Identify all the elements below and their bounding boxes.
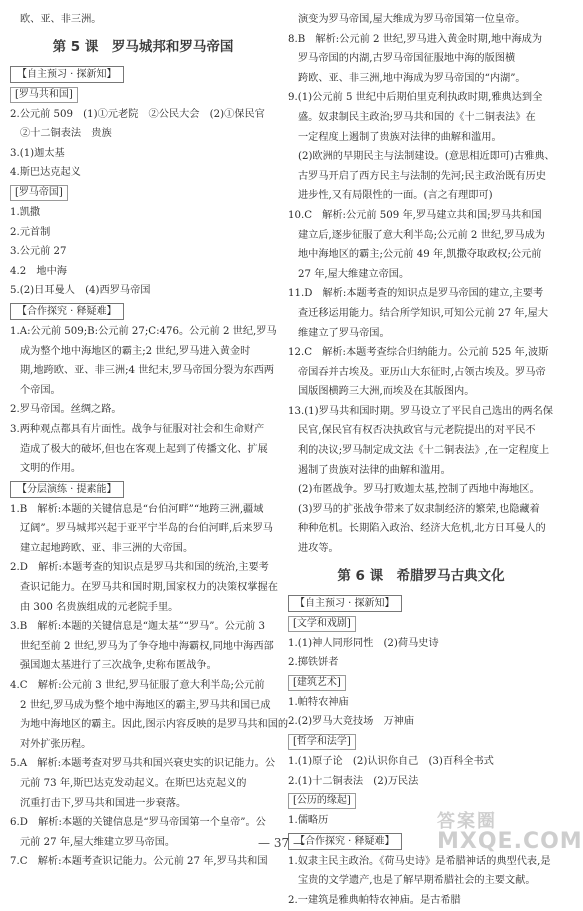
answer-line: 进攻等。 (298, 543, 339, 555)
answer-line: 为地中海地区的霸主。因此,图示内容反映的是罗马共和国的 (20, 719, 289, 731)
answer-line: 建立起地跨欧、亚、非三洲的大帝国。 (20, 542, 194, 554)
subsection-architecture: [建筑艺术] (288, 675, 346, 691)
answer-line: 2.(2)罗马大竞技场 万神庙 (288, 716, 415, 728)
answer-line: 种种危机。长期陷入政治、经济大危机,北方日耳曼人的 (298, 523, 546, 535)
answer-line: 查迁移运用能力。结合所学知识,可知公元前 27 年,屋大 (298, 307, 549, 319)
answer-line: 对外扩张历程。 (20, 738, 92, 750)
answer-line: 1.儒略历 (288, 815, 329, 827)
subsection-roman-empire: [罗马帝国] (10, 185, 68, 201)
answer-line: 8.B 解析:公元前 2 世纪,罗马进入黄金时期,地中海成为 (288, 33, 543, 45)
answer-line: 3.B 解析:本题的关键信息是“迦太基”“罗马”。公元前 3 (10, 621, 265, 633)
answer-line: 元前 73 年,斯巴达克发动起义。在斯巴达克起义的 (20, 778, 247, 789)
answer-line: (3)罗马的扩张战争带来了奴隶制经济的繁荣,也隐藏着 (298, 503, 540, 515)
subsection-roman-republic: [罗马共和国] (10, 87, 78, 103)
answer-line: 维建立了罗马帝国。 (298, 327, 390, 339)
answer-line: 1.(1)神人同形同性 (2)荷马史诗 (288, 637, 439, 649)
watermark-logo (437, 811, 583, 868)
answer-line: 盛。奴隶制民主政治;罗马共和国的《十二铜表法》在 (298, 111, 536, 123)
answer-line: 地中海地区的霸主;公元前 49 年,凯撒夺取政权;公元前 (298, 249, 542, 261)
section-header-explore: 【合作探究 · 释疑难】 (288, 833, 402, 850)
answer-line: 跨欧、亚、非三洲,地中海成为罗马帝国的“内湖”。 (298, 72, 526, 84)
answer-line: 1.帕特农神庙 (288, 696, 349, 708)
answer-line: 10.C 解析:公元前 509 年,罗马建立共和国;罗马共和国 (288, 209, 542, 221)
answer-line: 1.凯撒 (10, 206, 41, 218)
answer-line: 个帝国。 (20, 384, 61, 396)
answer-line: 1.(1)原子论 (2)认识你自己 (3)百科全书式 (288, 756, 494, 767)
answer-line: 文明的作用。 (20, 463, 82, 475)
subsection-literature: [文学和戏剧] (288, 616, 356, 632)
answer-line: 成为整个地中海地区的霸主;2 世纪,罗马进入黄金时 (20, 345, 251, 357)
answer-line: 4.斯巴达克起义 (10, 167, 81, 179)
answer-line: 辽阔”。罗马城邦兴起于亚平宁半岛的台伯河畔,后来罗马 (20, 523, 273, 535)
subsection-philosophy: [哲学和法学] (288, 734, 356, 750)
answer-line: 2.(1)十二铜表法 (2)万民法 (288, 775, 419, 787)
section-header-explore: 【合作探究 · 释疑难】 (10, 303, 124, 320)
answer-line: 进步性,又有局限性的一面。(言之有理即可) (298, 190, 493, 202)
answer-line: 2.D 解析:本题考查的知识点是罗马共和国的统治,主要考 (10, 562, 269, 574)
answer-line: 帝国吞并古埃及。亚历山大东征时,占领古埃及。罗马帝 (298, 366, 546, 378)
answer-line: 2.掷铁饼者 (288, 657, 339, 669)
section-header-preview: 【自主预习 · 探新知】 (288, 595, 402, 612)
answer-line: 国版图横跨三大洲,而埃及在其版图内。 (298, 386, 475, 398)
answer-line: (2)欧洲的早期民主与法制建设。(意思相近即可)古雅典、 (298, 151, 555, 163)
subsection-calendar: [公历的缘起] (288, 793, 356, 809)
answer-line: 2.一建筑是雅典帕特农神庙。是古希腊 (288, 894, 461, 906)
answer-line: 4.C 解析:公元前 3 世纪,罗马征服了意大利半岛;公元前 (10, 680, 265, 692)
lesson-5-title: 第 5 课 罗马城邦和罗马帝国 (52, 38, 234, 55)
answer-line: 5.(2)日耳曼人 (4)西罗马帝国 (10, 285, 151, 297)
answer-line: 宝贵的文学遗产,也是了解早期希腊社会的主要文献。 (298, 875, 536, 887)
answer-line: 一定程度上遏制了贵族对法律的曲解和滥用。 (298, 131, 502, 143)
answer-line: 由 300 名贵族组成的元老院手里。 (20, 601, 179, 613)
answer-line: 3.公元前 27 (10, 246, 67, 258)
answer-line: 世纪至前 2 世纪,罗马为了争夺地中海霸权,同地中海西部 (20, 640, 274, 652)
answer-line: 3.两种观点都具有片面性。战争与征服对社会和生命财产 (10, 423, 265, 435)
answer-line: 6.D 解析:本题的关键信息是“罗马帝国第一个皇帝”。公 (10, 817, 266, 829)
answer-line: 12.C 解析:本题考查综合归纳能力。公元前 525 年,波斯 (288, 347, 549, 359)
answer-line: 3.(1)迦太基 (10, 147, 65, 159)
answer-line: (2)布匿战争。罗马打败迦太基,控制了西地中海地区。 (298, 484, 540, 496)
answer-line: 1.A:公元前 509;B:公元前 27;C:476。公元前 2 世纪,罗马 (10, 325, 277, 337)
lesson-6-title: 第 6 课 希腊罗马古典文化 (337, 567, 505, 584)
answer-line: 元前 27 年,屋大维建立罗马帝国。 (20, 836, 176, 848)
answer-line: 27 年,屋大维建立帝国。 (298, 268, 410, 280)
answer-line: 强国迦太基进行了三次战争,史称布匿战争。 (20, 660, 217, 672)
page-number: — 37 — (258, 836, 305, 850)
answer-line: ②十二铜表法 贵族 (20, 128, 112, 140)
answer-line: 4.2 地中海 (10, 265, 67, 277)
answer-line: 查识记能力。在罗马共和国时期,国家权力的决策权掌握在 (20, 582, 278, 594)
answer-line: 5.A 解析:本题考查对罗马共和国兴衰史实的识记能力。公 (10, 758, 276, 770)
answer-line: 民官,保民官有权否决执政官与元老院提出的对平民不 (298, 425, 536, 437)
answer-line: 2.元首制 (10, 226, 51, 238)
watermark-top-text: 答案圈 (437, 811, 497, 832)
answer-line: 演变为罗马帝国,屋大维成为罗马帝国第一位皇帝。 (298, 14, 526, 25)
answer-line: 古罗马开启了西方民主与法制的先河;民主政治既有历史 (298, 170, 546, 182)
answer-line: 7.C 解析:本题考查识记能力。公元前 27 年,罗马共和国 (10, 856, 268, 868)
answer-line: 1.B 解析:本题的关键信息是“台伯河畔”“地跨三洲,疆域 (10, 503, 264, 515)
section-header-levels: 【分层演练 · 提素能】 (10, 481, 124, 498)
watermark-bottom-text: MXQE.COM (437, 828, 583, 854)
section-header-preview: 【自主预习 · 探新知】 (10, 66, 124, 83)
right-column (288, 10, 554, 911)
answer-line: 利的决议;罗马制定成文法《十二铜表法》,在一定程度上 (298, 445, 550, 457)
answer-line: 2.罗马帝国。丝绸之路。 (10, 404, 122, 416)
text-line: 欧、亚、非三洲。 (20, 14, 102, 25)
answer-line: 2.公元前 509 (1)①元老院 ②公民大会 (2)①保民官 (10, 108, 265, 120)
answer-line: 1.奴隶主民主政治。《荷马史诗》是希腊神话的典型代表,是 (288, 855, 551, 867)
answer-line: 罗马帝国的内湖,古罗马帝国征服地中海的版图横 (298, 53, 516, 65)
answer-line: 13.(1)罗马共和国时期。罗马设立了平民自己选出的两名保 (288, 405, 553, 417)
answer-line: 建立后,逐步征服了意大利半岛;公元前 2 世纪,罗马成为 (298, 229, 545, 241)
answer-line: 9.(1)公元前 5 世纪中后期伯里克利执政时期,雅典达到全 (288, 92, 543, 104)
answer-line: 11.D 解析:本题考查的知识点是罗马帝国的建立,主要考 (288, 288, 544, 300)
answer-line: 遏制了贵族对法律的曲解和滥用。 (298, 464, 451, 476)
answer-line: 造成了极大的破坏,但也在客观上起到了传播文化、扩展 (20, 443, 268, 455)
answer-line: 沉重打击下,罗马共和国进一步衰落。 (20, 797, 187, 809)
answer-line: 2 世纪,罗马成为整个地中海地区的霸主,罗马共和国已成 (20, 699, 271, 711)
answer-line: 期,地跨欧、亚、非三洲;4 世纪末,罗马帝国分裂为东西两 (20, 365, 274, 377)
